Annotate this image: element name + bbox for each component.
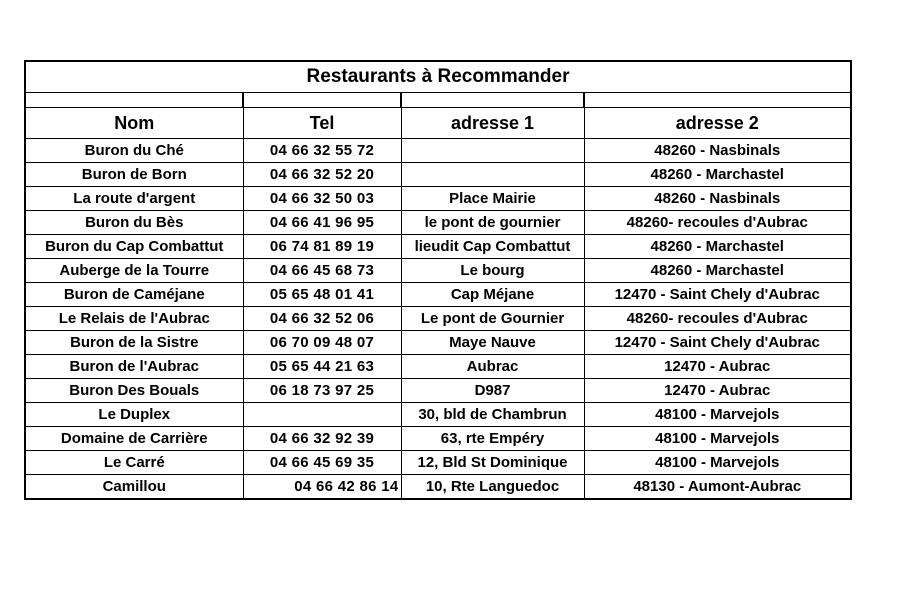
table-row bbox=[26, 235, 850, 259]
header-adresse1: adresse 1 bbox=[401, 108, 584, 139]
cell-tel: 04 66 32 92 39 bbox=[243, 427, 401, 451]
cell-adresse1: Place Mairie bbox=[401, 187, 584, 211]
cell-nom: Buron Des Bouals bbox=[26, 379, 243, 403]
restaurants-table bbox=[26, 93, 850, 498]
cell-tel: 04 66 42 86 14 bbox=[243, 475, 401, 499]
table-row bbox=[26, 307, 850, 331]
restaurants-sheet bbox=[24, 60, 852, 500]
cell-nom: Auberge de la Tourre bbox=[26, 259, 243, 283]
cell-nom: Le Duplex bbox=[26, 403, 243, 427]
cell-tel: 05 65 44 21 63 bbox=[243, 355, 401, 379]
spacer-cell bbox=[243, 93, 401, 108]
cell-tel: 05 65 48 01 41 bbox=[243, 283, 401, 307]
cell-adresse1: Aubrac bbox=[401, 355, 584, 379]
cell-adresse2: 48260 - Marchastel bbox=[584, 259, 850, 283]
cell-adresse1: 63, rte Empéry bbox=[401, 427, 584, 451]
cell-nom: Camillou bbox=[26, 475, 243, 499]
cell-nom: Le Relais de l'Aubrac bbox=[26, 307, 243, 331]
table-row bbox=[26, 403, 850, 427]
cell-adresse2: 12470 - Aubrac bbox=[584, 355, 850, 379]
cell-nom: Buron de l'Aubrac bbox=[26, 355, 243, 379]
cell-adresse2: 48100 - Marvejols bbox=[584, 403, 850, 427]
table-row bbox=[26, 427, 850, 451]
cell-adresse1: Maye Nauve bbox=[401, 331, 584, 355]
table-row bbox=[26, 211, 850, 235]
cell-adresse2: 48260 - Marchastel bbox=[584, 235, 850, 259]
cell-tel: 04 66 41 96 95 bbox=[243, 211, 401, 235]
cell-adresse1: lieudit Cap Combattut bbox=[401, 235, 584, 259]
header-row bbox=[26, 108, 850, 139]
cell-adresse1 bbox=[401, 139, 584, 163]
cell-tel: 04 66 32 52 06 bbox=[243, 307, 401, 331]
cell-adresse1: 12, Bld St Dominique bbox=[401, 451, 584, 475]
spacer-cell bbox=[26, 93, 243, 108]
cell-tel: 04 66 45 69 35 bbox=[243, 451, 401, 475]
spacer-cell bbox=[584, 93, 850, 108]
cell-nom: La route d'argent bbox=[26, 187, 243, 211]
cell-tel: 04 66 32 52 20 bbox=[243, 163, 401, 187]
cell-adresse2: 12470 - Saint Chely d'Aubrac bbox=[584, 331, 850, 355]
cell-nom: Buron du Ché bbox=[26, 139, 243, 163]
cell-tel: 04 66 45 68 73 bbox=[243, 259, 401, 283]
cell-tel: 04 66 32 55 72 bbox=[243, 139, 401, 163]
cell-nom: Buron de Born bbox=[26, 163, 243, 187]
cell-tel: 06 18 73 97 25 bbox=[243, 379, 401, 403]
table-row bbox=[26, 451, 850, 475]
spacer-cell bbox=[401, 93, 584, 108]
cell-nom: Domaine de Carrière bbox=[26, 427, 243, 451]
header-nom: Nom bbox=[26, 108, 243, 139]
sheet-title: Restaurants à Recommander bbox=[26, 62, 850, 93]
cell-adresse1: 10, Rte Languedoc bbox=[401, 475, 584, 499]
table-row bbox=[26, 163, 850, 187]
cell-adresse1: le pont de gournier bbox=[401, 211, 584, 235]
cell-adresse2: 12470 - Saint Chely d'Aubrac bbox=[584, 283, 850, 307]
table-row bbox=[26, 187, 850, 211]
cell-adresse1 bbox=[401, 163, 584, 187]
cell-adresse2: 48260 - Nasbinals bbox=[584, 187, 850, 211]
table-row bbox=[26, 259, 850, 283]
cell-adresse1: Cap Méjane bbox=[401, 283, 584, 307]
table-row bbox=[26, 475, 850, 499]
cell-adresse1: 30, bld de Chambrun bbox=[401, 403, 584, 427]
table-row bbox=[26, 355, 850, 379]
cell-adresse2: 48260- recoules d'Aubrac bbox=[584, 211, 850, 235]
cell-nom: Buron du Bès bbox=[26, 211, 243, 235]
cell-nom: Buron de Caméjane bbox=[26, 283, 243, 307]
cell-tel: 06 74 81 89 19 bbox=[243, 235, 401, 259]
cell-adresse2: 48260 - Marchastel bbox=[584, 163, 850, 187]
cell-adresse2: 48100 - Marvejols bbox=[584, 427, 850, 451]
cell-nom: Buron du Cap Combattut bbox=[26, 235, 243, 259]
cell-tel: 06 70 09 48 07 bbox=[243, 331, 401, 355]
table-row bbox=[26, 139, 850, 163]
table-row bbox=[26, 379, 850, 403]
cell-adresse2: 12470 - Aubrac bbox=[584, 379, 850, 403]
header-adresse2: adresse 2 bbox=[584, 108, 850, 139]
cell-adresse2: 48100 - Marvejols bbox=[584, 451, 850, 475]
cell-tel bbox=[243, 403, 401, 427]
cell-adresse2: 48260 - Nasbinals bbox=[584, 139, 850, 163]
cell-adresse1: D987 bbox=[401, 379, 584, 403]
cell-adresse1: Le bourg bbox=[401, 259, 584, 283]
cell-adresse2: 48130 - Aumont-Aubrac bbox=[633, 478, 802, 495]
table-row bbox=[26, 331, 850, 355]
table-row bbox=[26, 283, 850, 307]
cell-adresse1: Le pont de Gournier bbox=[401, 307, 584, 331]
cell-nom: Buron de la Sistre bbox=[26, 331, 243, 355]
cell-nom: Le Carré bbox=[26, 451, 243, 475]
cell-adresse2: 48260- recoules d'Aubrac bbox=[584, 307, 850, 331]
spacer-row bbox=[26, 93, 850, 108]
header-tel: Tel bbox=[243, 108, 401, 139]
cell-tel: 04 66 32 50 03 bbox=[243, 187, 401, 211]
